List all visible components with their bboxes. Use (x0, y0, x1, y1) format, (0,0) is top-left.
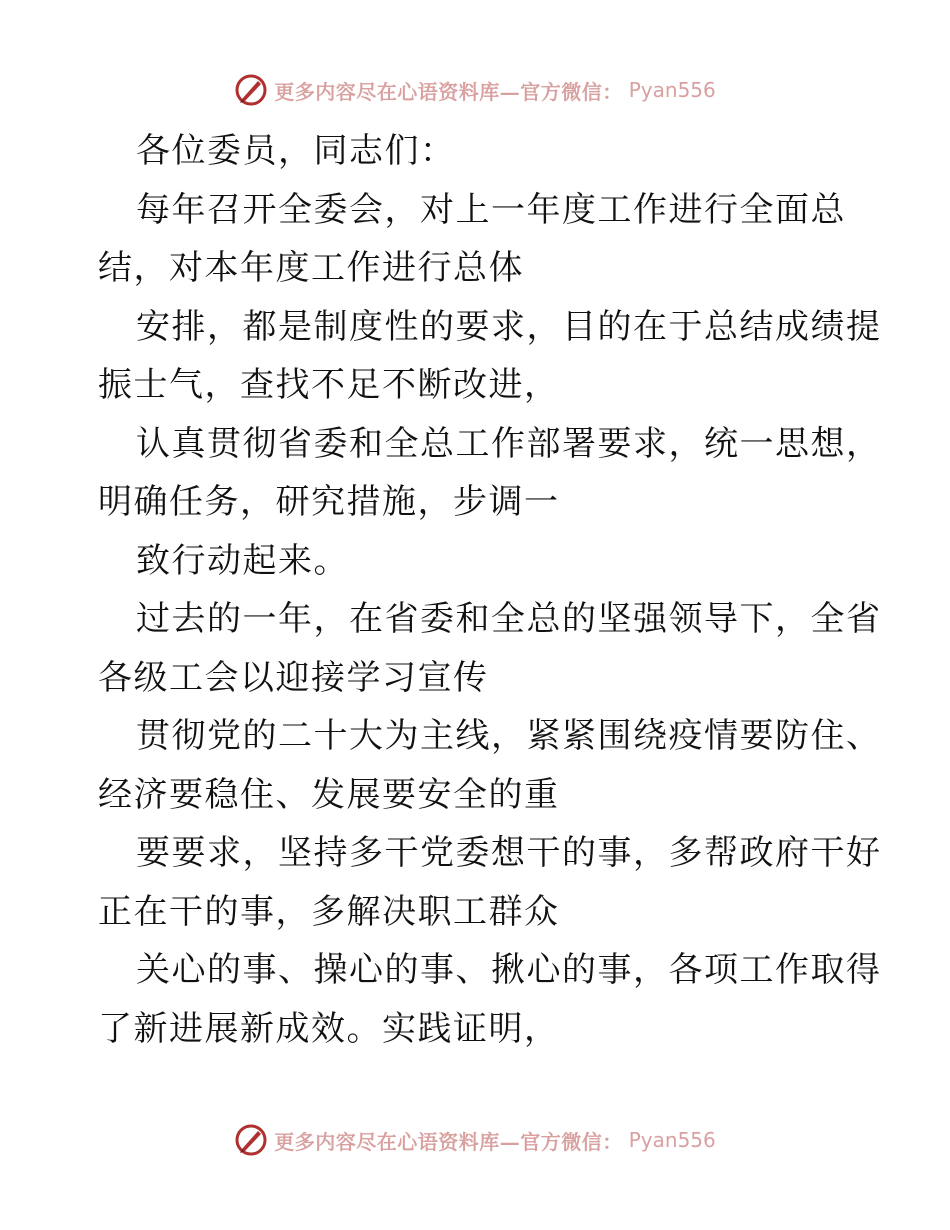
feather-pen-logo-icon (234, 1123, 268, 1157)
text-line: 过去的一年，在省委和全总的坚强领导下，全省 (136, 599, 882, 639)
text-line: 各位委员，同志们： (136, 131, 456, 171)
header-watermark (0, 68, 950, 112)
document-body (98, 122, 882, 1058)
text-line: 致行动起来。 (136, 540, 349, 581)
text-line: 结，对本年度工作进行总体 (98, 248, 524, 288)
text-line: 认真贯彻省委和全总工作部署要求，统一思想， (136, 423, 882, 464)
footer-watermark (0, 1118, 950, 1162)
text-line: 安排，都是制度性的要求，目的在于总结成绩提 (136, 306, 882, 347)
text-line: 经济要稳住、发展要安全的重 (98, 774, 560, 815)
text-line: 明确任务，研究措施，步调一 (98, 482, 560, 522)
text-line: 贯彻党的二十大为主线，紧紧围绕疫情要防住、 (136, 716, 882, 756)
text-line: 每年召开全委会，对上一年度工作进行全面总 (136, 189, 846, 230)
watermark-wechat-id: Pyan556 (628, 1128, 716, 1152)
text-line: 了新进展新成效。实践证明， (98, 1008, 560, 1049)
feather-pen-logo-icon (234, 73, 268, 107)
text-line: 关心的事、操心的事、揪心的事，各项工作取得 (136, 950, 882, 990)
watermark-wechat-id: Pyan556 (628, 78, 716, 102)
watermark-text: 更多内容尽在心语资料库—官方微信： (274, 79, 623, 104)
text-line: 正在干的事，多解决职工群众 (98, 891, 560, 932)
watermark-text: 更多内容尽在心语资料库—官方微信： (274, 1129, 623, 1154)
text-line: 振士气，查找不足不断改进， (98, 365, 560, 405)
text-line: 要要求，坚持多干党委想干的事，多帮政府干好 (136, 833, 882, 873)
text-line: 各级工会以迎接学习宣传 (98, 657, 489, 698)
